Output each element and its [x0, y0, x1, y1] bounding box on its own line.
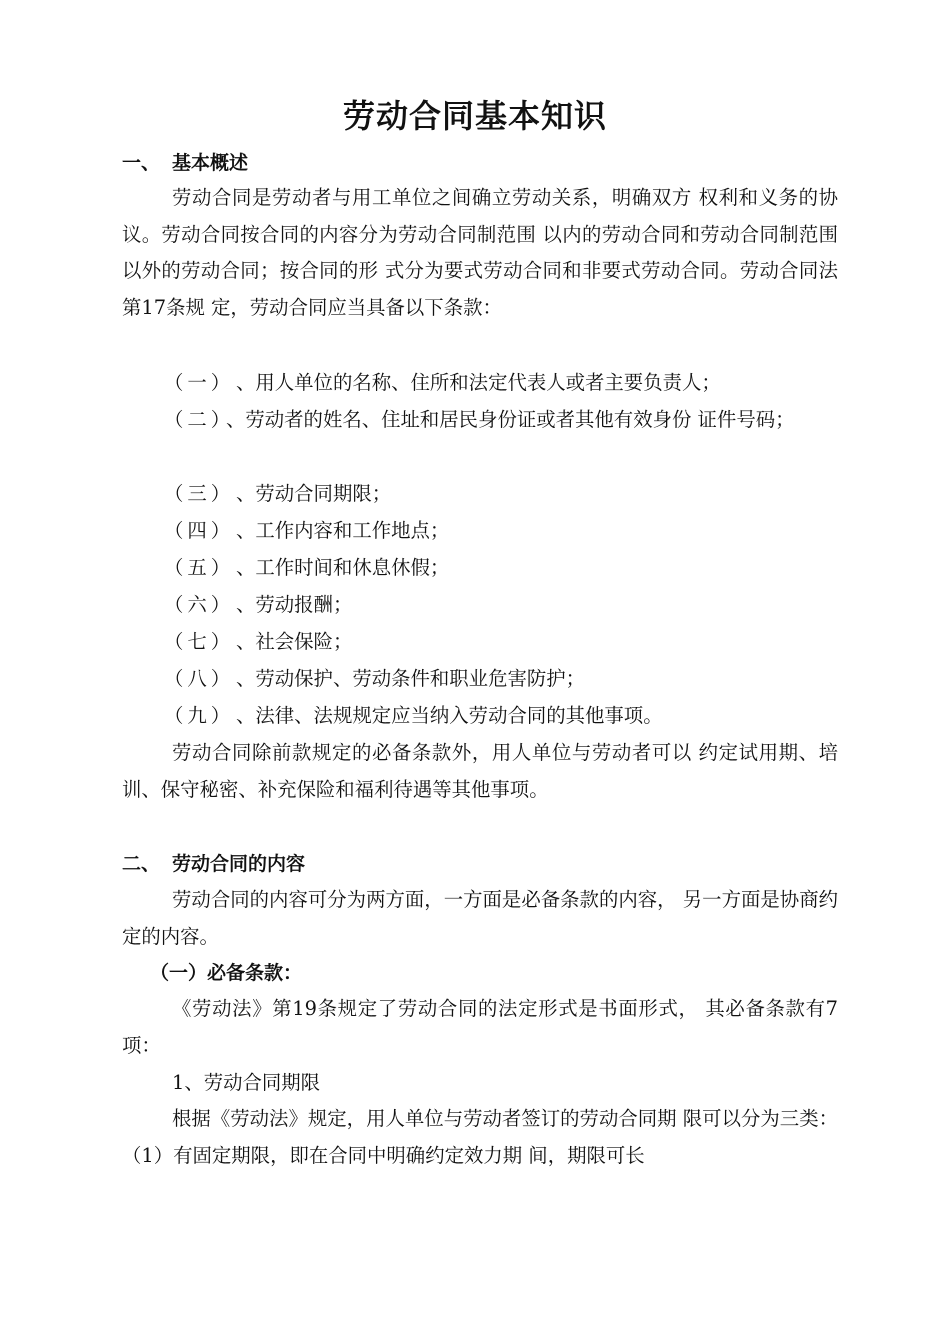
clause-item — [122, 365, 838, 402]
section-title: 基本概述 — [172, 152, 249, 174]
document-title: 劳动合同基本知识 — [342, 97, 607, 135]
clause-mark: （二） — [164, 408, 235, 431]
overview-paragraph: 劳动合同是劳动者与用工单位之间确立劳动关系，明确双方 权利和义务的协议。劳动合同按合同的内容分为劳动合同制范围 以内的劳动合同和劳动合同制范围以外的劳动合同；按合同的形 式分为要式劳动合同和非要式劳动合同。劳动合同法第17条规 定，劳动合同应当具备以下条款： — [122, 186, 838, 319]
clause-mark: （三） — [164, 482, 235, 505]
section-heading-basic-overview — [122, 148, 248, 178]
section-number: 二、 — [122, 853, 161, 875]
clause-mark: （七） — [164, 630, 235, 653]
clause-text: 、劳动报酬； — [236, 593, 353, 616]
clause-text: 、用人单位的名称、住所和法定代表人或者主要负责人； — [236, 371, 721, 394]
section-heading-contract-content — [122, 849, 305, 879]
clause-item — [122, 661, 838, 698]
clause-item — [122, 513, 838, 550]
clause-mark: （一） — [164, 371, 235, 394]
clause-mark: （四） — [164, 519, 235, 542]
clause-item — [122, 550, 838, 587]
subsection-heading-required-clauses: （一）必备条款： — [150, 962, 303, 984]
clause-text: 、劳动合同期限； — [236, 482, 392, 505]
contract-term-paragraph: 根据《劳动法》规定，用人单位与劳动者签订的劳动合同期 限可以分为三类：（1）有固定期限，即在合同中明确约定效力期 间，期限可长 — [122, 1107, 838, 1167]
required-clauses-paragraph: 《劳动法》第19条规定了劳动合同的法定形式是书面形式， 其必备条款有7项： — [122, 997, 838, 1057]
clause-mark: （五） — [164, 556, 235, 579]
clause-text: 、社会保险； — [236, 630, 353, 653]
clause-item — [122, 624, 838, 661]
clause-text: 、工作内容和工作地点； — [236, 519, 450, 542]
clause-text: 、劳动保护、劳动条件和职业危害防护； — [236, 667, 586, 690]
content-intro-paragraph: 劳动合同的内容可分为两方面，一方面是必备条款的内容， 另一方面是协商约定的内容。 — [122, 888, 838, 948]
section-number: 一、 — [122, 152, 161, 174]
clause-item — [122, 476, 838, 513]
closing-paragraph: 劳动合同除前款规定的必备条款外，用人单位与劳动者可以 约定试用期、培训、保守秘密、补充保险和福利待遇等其他事项。 — [122, 741, 838, 801]
clause-item — [122, 402, 838, 439]
clause-mark: （九） — [164, 704, 235, 727]
clause-text: 、工作时间和休息休假； — [236, 556, 450, 579]
clause-text: 、法律、法规规定应当纳入劳动合同的其他事项。 — [236, 704, 663, 727]
clause-item — [122, 587, 838, 624]
clause-term-heading: 1、劳动合同期限 — [172, 1071, 321, 1094]
clause-text: 、劳动者的姓名、住址和居民身份证或者其他有效身份 证件号码； — [226, 408, 795, 431]
section-title: 劳动合同的内容 — [172, 853, 306, 875]
clause-mark: （八） — [164, 667, 235, 690]
clause-item — [122, 698, 838, 735]
clause-mark: （六） — [164, 593, 235, 616]
